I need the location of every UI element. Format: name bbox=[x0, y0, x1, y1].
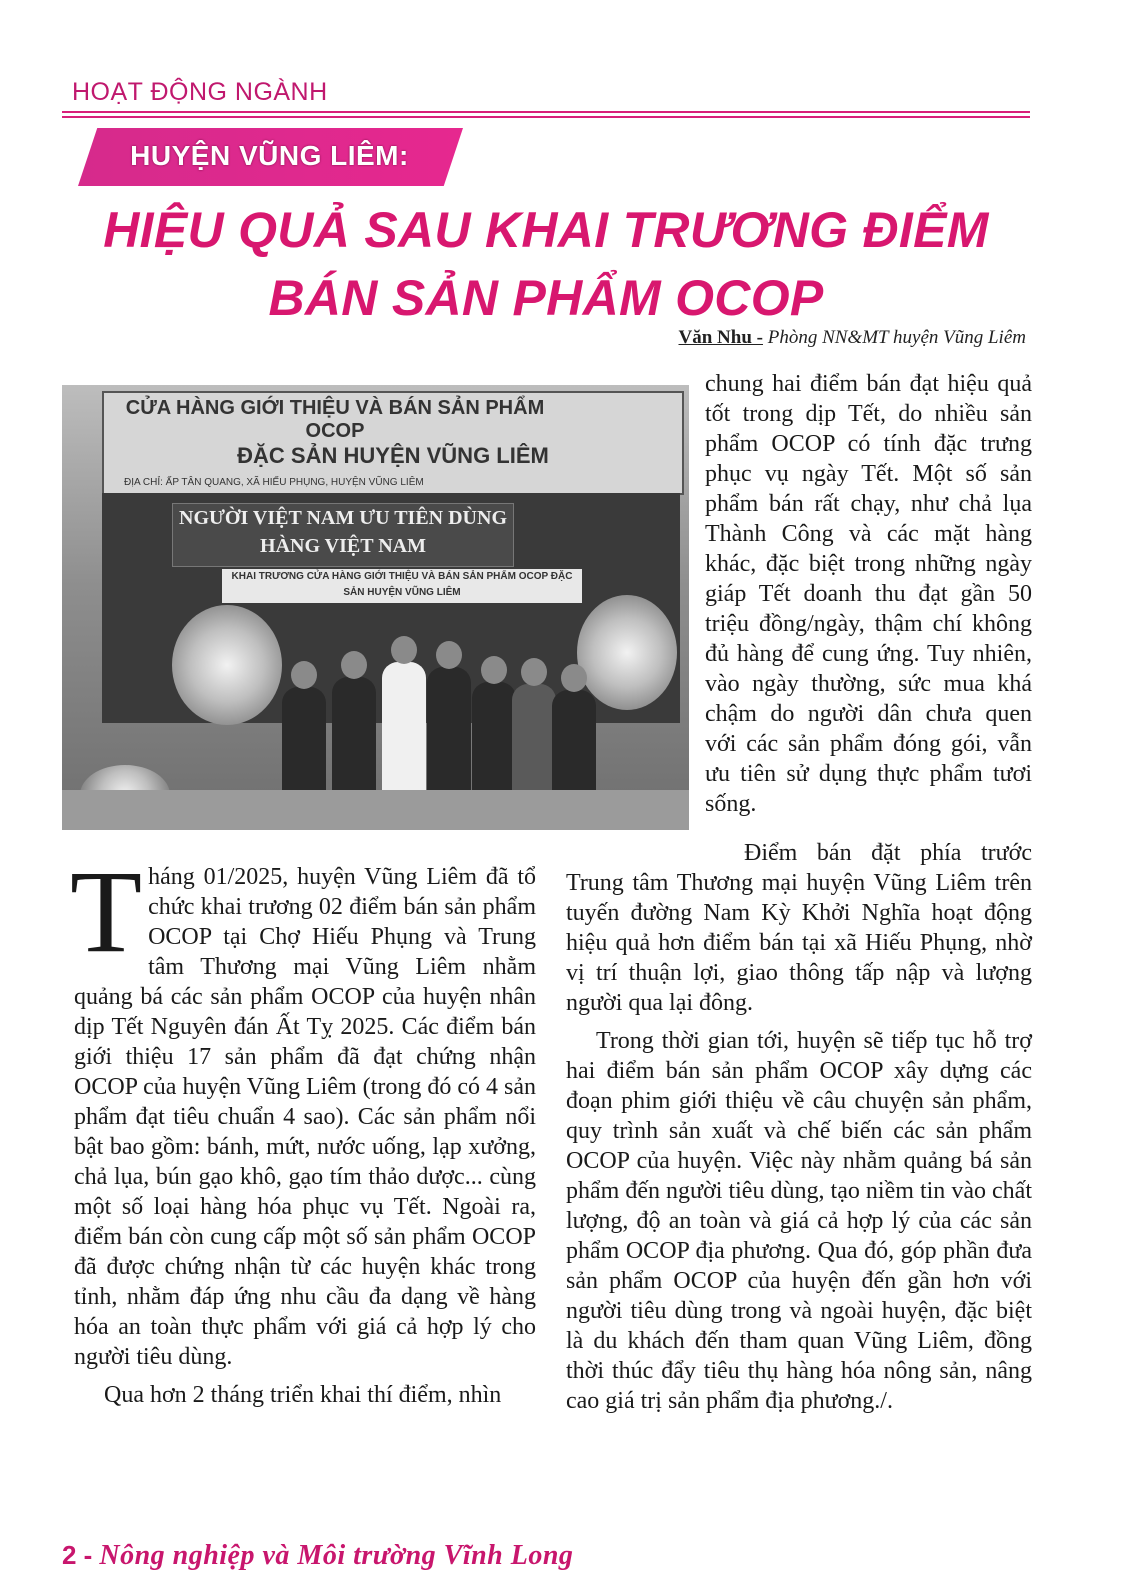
person bbox=[382, 662, 426, 802]
paragraph-2-continued: chung hai điểm bán đạt hiệu quả tốt trong dịp Tết, do nhiều sản phẩm OCOP có tính đặc trưng phục vụ ngày Tết. Một số sản phẩm bán rất chạy, như chả lụa Thành Công và các mặt hàng khác, đặc biệt trong những ngày giáp Tết doanh thu đạt gần 50 triệu đồng/ngày, thậm chí không đủ hàng để cung ứng. Tuy nhiên, vào ngày thường, sức mua khá chậm do người dân chưa quen với các sản phẩm đóng gói, vẫn ưu tiên sử dụng thực phẩm tươi sống. bbox=[705, 371, 1032, 817]
sign-line-1: CỬA HÀNG GIỚI THIỆU VÀ BÁN SẢN PHẨM OCOP bbox=[125, 397, 545, 442]
person bbox=[512, 684, 556, 802]
person bbox=[552, 690, 596, 802]
sign-address: ĐỊA CHỈ: ẤP TÂN QUANG, XÃ HIẾU PHỤNG, HUYỆN VŨNG LIÊM bbox=[124, 477, 424, 488]
article-headline: HIỆU QUẢ SAU KHAI TRƯƠNG ĐIỂM BÁN SẢN PHẨM OCOP bbox=[103, 202, 989, 326]
page-number: 2 - bbox=[62, 1540, 93, 1570]
article-photo bbox=[62, 385, 689, 830]
author-affiliation: Phòng NN&MT huyện Vũng Liêm bbox=[767, 327, 1026, 348]
person bbox=[332, 677, 376, 802]
column-right-top bbox=[705, 369, 1032, 819]
person bbox=[282, 687, 326, 802]
paragraph-2-start: Qua hơn 2 tháng triển khai thí điểm, nhìn bbox=[104, 1382, 502, 1408]
column-right-bottom bbox=[566, 838, 1032, 1416]
header-rule-top bbox=[62, 111, 1030, 113]
publication-name: Nông nghiệp và Môi trường Vĩnh Long bbox=[99, 1540, 574, 1571]
person bbox=[472, 682, 516, 802]
dropcap: T bbox=[70, 846, 143, 977]
author-name: Văn Nhu - bbox=[678, 327, 763, 348]
byline bbox=[679, 327, 1027, 349]
page-footer bbox=[62, 1540, 573, 1572]
person bbox=[427, 667, 471, 802]
opening-banner: KHAI TRƯƠNG CỬA HÀNG GIỚI THIỆU VÀ BÁN SẢN PHẨM OCOP ĐẶC SẢN HUYỆN VŨNG LIÊM bbox=[222, 569, 582, 603]
paragraph-1 bbox=[70, 846, 536, 1372]
slogan-banner: NGƯỜI VIỆT NAM ƯU TIÊN DÙNG HÀNG VIỆT NAM bbox=[172, 503, 514, 567]
column-left bbox=[70, 846, 536, 1410]
kicker-text: HUYỆN VŨNG LIÊM: bbox=[130, 140, 409, 171]
sign-line-2: ĐẶC SẢN HUYỆN VŨNG LIÊM bbox=[237, 443, 549, 468]
flower-arrangement-left bbox=[172, 605, 282, 725]
paragraph-3: Điểm bán đặt phía trước Trung tâm Thương mại huyện Vũng Liêm trên tuyến đường Nam Kỳ Khởi Nghĩa hoạt động hiệu quả hơn điểm bán tại xã Hiếu Phụng, nhờ vị trí thuận lợi, giao thông tấp nập và lượng người qua lại đông. bbox=[566, 840, 1032, 1016]
header-rule-bottom bbox=[62, 116, 1030, 118]
photo-ground bbox=[62, 790, 689, 830]
paragraph-4: Trong thời gian tới, huyện sẽ tiếp tục hỗ trợ hai điểm bán sản phẩm OCOP xây dựng các đoạn phim giới thiệu về câu chuyện sản phẩm, quy trình sản xuất và chế biến các sản phẩm OCOP của huyện. Việc này nhằm quảng bá sản phẩm đến người tiêu dùng, tạo niềm tin vào chất lượng, độ an toàn và giá cả hợp lý của các sản phẩm OCOP địa phương. Qua đó, góp phần đưa sản phẩm OCOP của huyện đến gần hơn với người tiêu dùng trong và ngoài huyện, đặc biệt là du khách đến tham quan Vũng Liêm, đồng thời thúc đẩy tiêu thụ hàng hóa nông sản, nâng cao giá trị sản phẩm địa phương./. bbox=[566, 1028, 1032, 1414]
paragraph-1-text: háng 01/2025, huyện Vũng Liêm đã tổ chức khai trương 02 điểm bán sản phẩm OCOP tại Chợ Hiếu Phụng và Trung tâm Thương mại Vũng Liêm nhằm quảng bá các sản phẩm OCOP của huyện nhân dịp Tết Nguyên đán Ất Tỵ 2025. Các điểm bán giới thiệu 17 sản phẩm đã đạt chứng nhận OCOP của huyện Vũng Liêm (trong đó có 4 sản phẩm đạt tiêu chuẩn 4 sao). Các sản phẩm nổi bật bao gồm: bánh, mứt, nước uống, lạp xưởng, chả lụa, bún gạo khô, gạo tím thảo dược... cùng một số loại hàng hóa phục vụ Tết. Ngoài ra, điểm bán còn cung cấp một số sản phẩm OCOP đã được chứng nhận từ các huyện khác trong tỉnh, nhằm đáp ứng nhu cầu đa dạng về hàng hóa an toàn thực phẩm với giá cả hợp lý cho người tiêu dùng. bbox=[74, 864, 536, 1370]
section-label: HOẠT ĐỘNG NGÀNH bbox=[72, 78, 328, 106]
flower-arrangement-right bbox=[577, 595, 677, 710]
store-sign bbox=[102, 391, 684, 495]
